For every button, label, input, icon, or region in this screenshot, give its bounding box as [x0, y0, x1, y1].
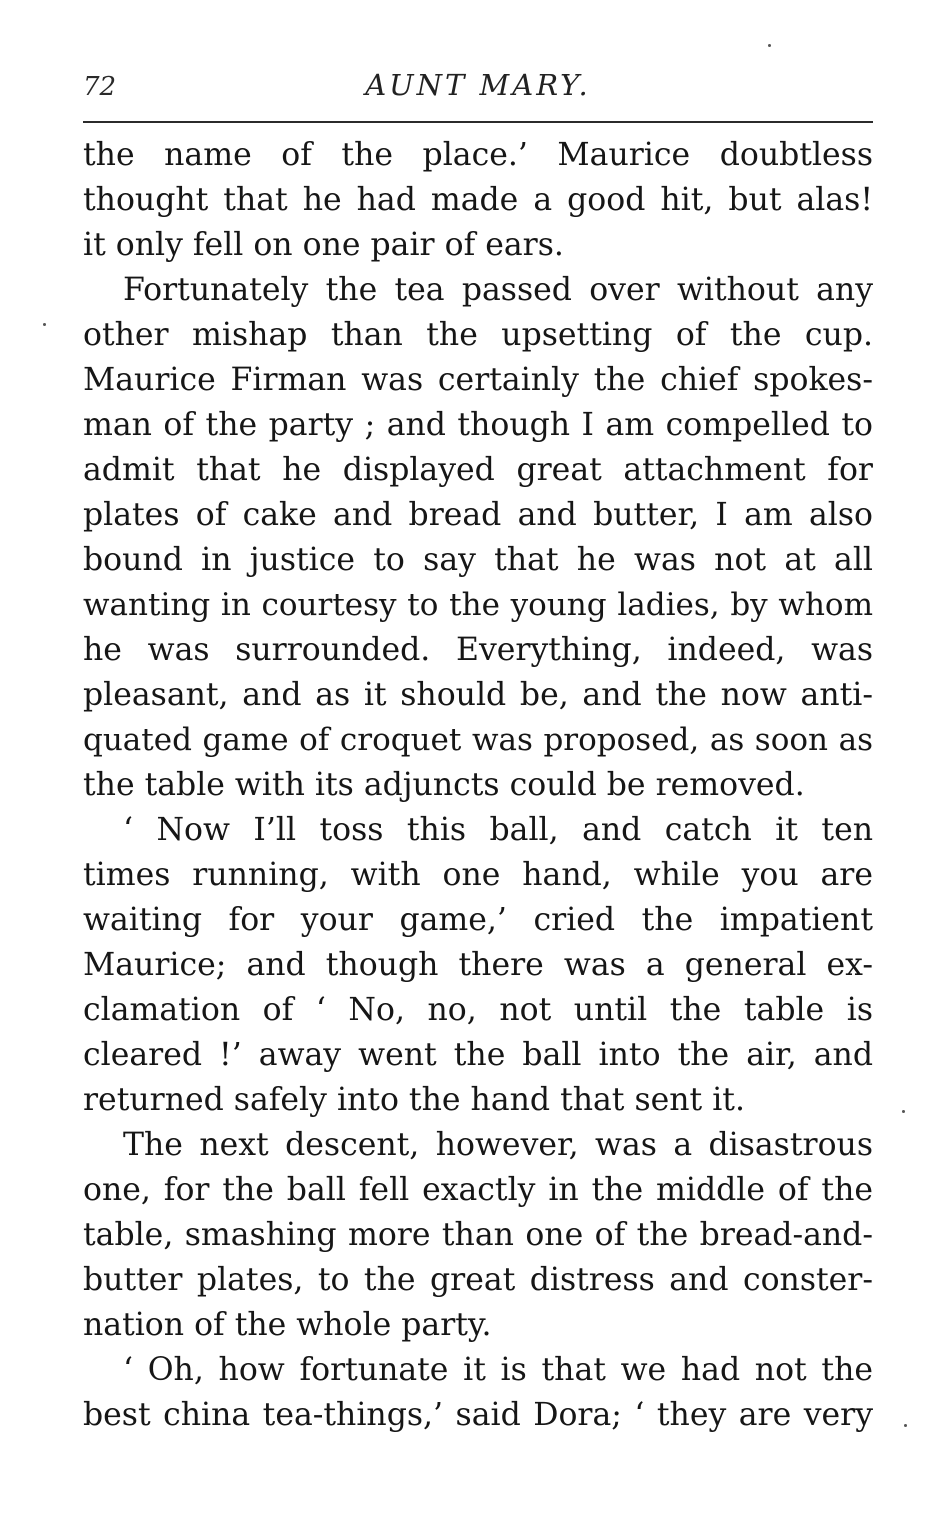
text-line: clamation of ‘ No, no, not until the table is [83, 992, 873, 1028]
text-line: ‘ Now I’ll toss this ball, and catch it ten [123, 812, 873, 848]
text-line: he was surrounded. Everything, indeed, was [83, 632, 873, 668]
text-line: the table with its adjuncts could be removed. [83, 767, 805, 803]
running-head [83, 64, 873, 110]
text-line: waiting for your game,’ cried the impatient [83, 902, 873, 938]
print-speck [904, 1424, 907, 1427]
text-line: times running, with one hand, while you are [83, 857, 873, 893]
text-line: one, for the ball fell exactly in the middle of the [83, 1172, 873, 1208]
text-line: it only fell on one pair of ears. [83, 227, 564, 263]
text-line: the name of the place.’ Maurice doubtless [83, 137, 873, 173]
paragraph [83, 808, 873, 1123]
body-text [83, 133, 873, 1438]
text-line: pleasant, and as it should be, and the now anti- [83, 677, 873, 713]
text-line: wanting in courtesy to the young ladies, by whom [83, 587, 873, 623]
print-speck [768, 44, 771, 47]
paragraph [83, 1348, 873, 1438]
text-line: other mishap than the upsetting of the cup. [83, 317, 873, 353]
header-rule [83, 121, 873, 123]
text-line: Maurice Firman was certainly the chief spokes- [83, 362, 873, 398]
print-speck [43, 323, 46, 326]
text-line: table, smashing more than one of the bread-and- [83, 1217, 873, 1253]
text-line: Fortunately the tea passed over without any [123, 272, 873, 308]
text-line: bound in justice to say that he was not at all [83, 542, 873, 578]
print-speck [902, 1110, 905, 1113]
text-line: admit that he displayed great attachment for [83, 452, 873, 488]
text-line: butter plates, to the great distress and conster- [83, 1262, 873, 1298]
text-line: nation of the whole party. [83, 1307, 492, 1343]
text-line: man of the party ; and though I am compelled to [83, 407, 873, 443]
text-line: Maurice; and though there was a general ex- [83, 947, 873, 983]
text-line: thought that he had made a good hit, but alas! [83, 182, 873, 218]
page-number: 72 [83, 72, 117, 102]
text-line: quated game of croquet was proposed, as soon as [83, 722, 873, 758]
running-title: AUNT MARY. [365, 68, 591, 102]
paragraph [83, 133, 873, 268]
text-line: ‘ Oh, how fortunate it is that we had not the [123, 1352, 873, 1388]
text-line: cleared !’ away went the ball into the air, and [83, 1037, 873, 1073]
text-line: best china tea-things,’ said Dora; ‘ they are very [83, 1397, 873, 1433]
text-line: returned safely into the hand that sent it. [83, 1082, 745, 1118]
paragraph [83, 1123, 873, 1348]
text-line: plates of cake and bread and butter, I am also [83, 497, 873, 533]
paragraph [83, 268, 873, 808]
text-line: The next descent, however, was a disastrous [123, 1127, 873, 1163]
